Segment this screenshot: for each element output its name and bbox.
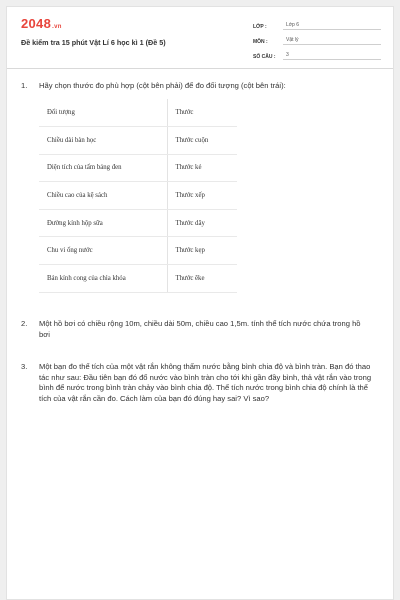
meta-row-count	[253, 45, 381, 60]
table-cell: Chiều cao của kệ sách	[39, 182, 167, 210]
table-cell: Chu vi ống nước	[39, 237, 167, 265]
table-cell: Thước xếp	[167, 182, 237, 210]
table-cell: Diện tích của tấm bảng đen	[39, 154, 167, 182]
matching-table	[39, 99, 237, 293]
meta-value: Vật lý	[283, 37, 381, 45]
table-cell: Thước kẹp	[167, 237, 237, 265]
question-text: Một bạn đo thể tích của một vật rắn không thấm nước bằng bình chia độ và bình tràn. Bạn đó thao tác như sau: Đầu tiên bạn đó đổ nước vào bình tràn cho tới khi gần đầy bình, thả vật rắn vào trong bình để nước trong bình tràn chảy vào bình chia độ. Thể tích nước trong bình chia độ chính là thể tích của vật rắn cần đo. Cách làm của bạn đó đúng hay sai? Vì sao?	[39, 362, 372, 403]
meta-row-class	[253, 15, 381, 30]
table-cell: Thước kẻ	[167, 154, 237, 182]
question-number: 3.	[21, 362, 28, 371]
table-cell: Bán kính cong của chìa khóa	[39, 265, 167, 293]
table-row	[39, 237, 237, 265]
meta-row-subject	[253, 30, 381, 45]
meta-label: LỚP :	[253, 24, 267, 30]
question-text: Hãy chọn thước đo phù hợp (cột bên phải) để đo đối tượng (cột bên trái):	[39, 81, 286, 90]
table-cell: Thước êke	[167, 265, 237, 293]
table-row	[39, 99, 237, 127]
exam-meta	[253, 15, 381, 60]
meta-label: SỐ CÂU :	[253, 54, 276, 60]
meta-label: MÔN :	[253, 39, 268, 45]
question-3	[21, 362, 373, 404]
table-cell: Đường kính hộp sữa	[39, 209, 167, 237]
question-1	[21, 81, 373, 92]
site-logo[interactable]	[21, 16, 62, 31]
exam-header	[7, 7, 393, 69]
table-cell: Thước	[167, 99, 237, 127]
exam-title: Đề kiểm tra 15 phút Vật Lí 6 học kì 1 (Đề 5)	[21, 38, 166, 47]
question-number: 2.	[21, 319, 28, 328]
table-row	[39, 154, 237, 182]
question-number: 1.	[21, 81, 28, 90]
meta-value: 3	[283, 52, 381, 60]
table-cell: Chiều dài bàn học	[39, 127, 167, 155]
table-cell: Thước cuộn	[167, 127, 237, 155]
meta-value: Lớp 6	[283, 22, 381, 30]
logo-main: 2048	[21, 16, 52, 31]
question-2	[21, 319, 373, 340]
table-cell: Đối tượng	[39, 99, 167, 127]
table-row	[39, 182, 237, 210]
table-cell: Thước dây	[167, 209, 237, 237]
question-text: Một hồ bơi có chiều rộng 10m, chiều dài 50m, chiều cao 1,5m. tính thể tích nước chứa trong hồ bơi	[39, 319, 361, 339]
table-row	[39, 127, 237, 155]
table-row	[39, 265, 237, 293]
exam-sheet	[6, 6, 394, 600]
table-row	[39, 209, 237, 237]
logo-suffix: .vn	[52, 24, 62, 30]
